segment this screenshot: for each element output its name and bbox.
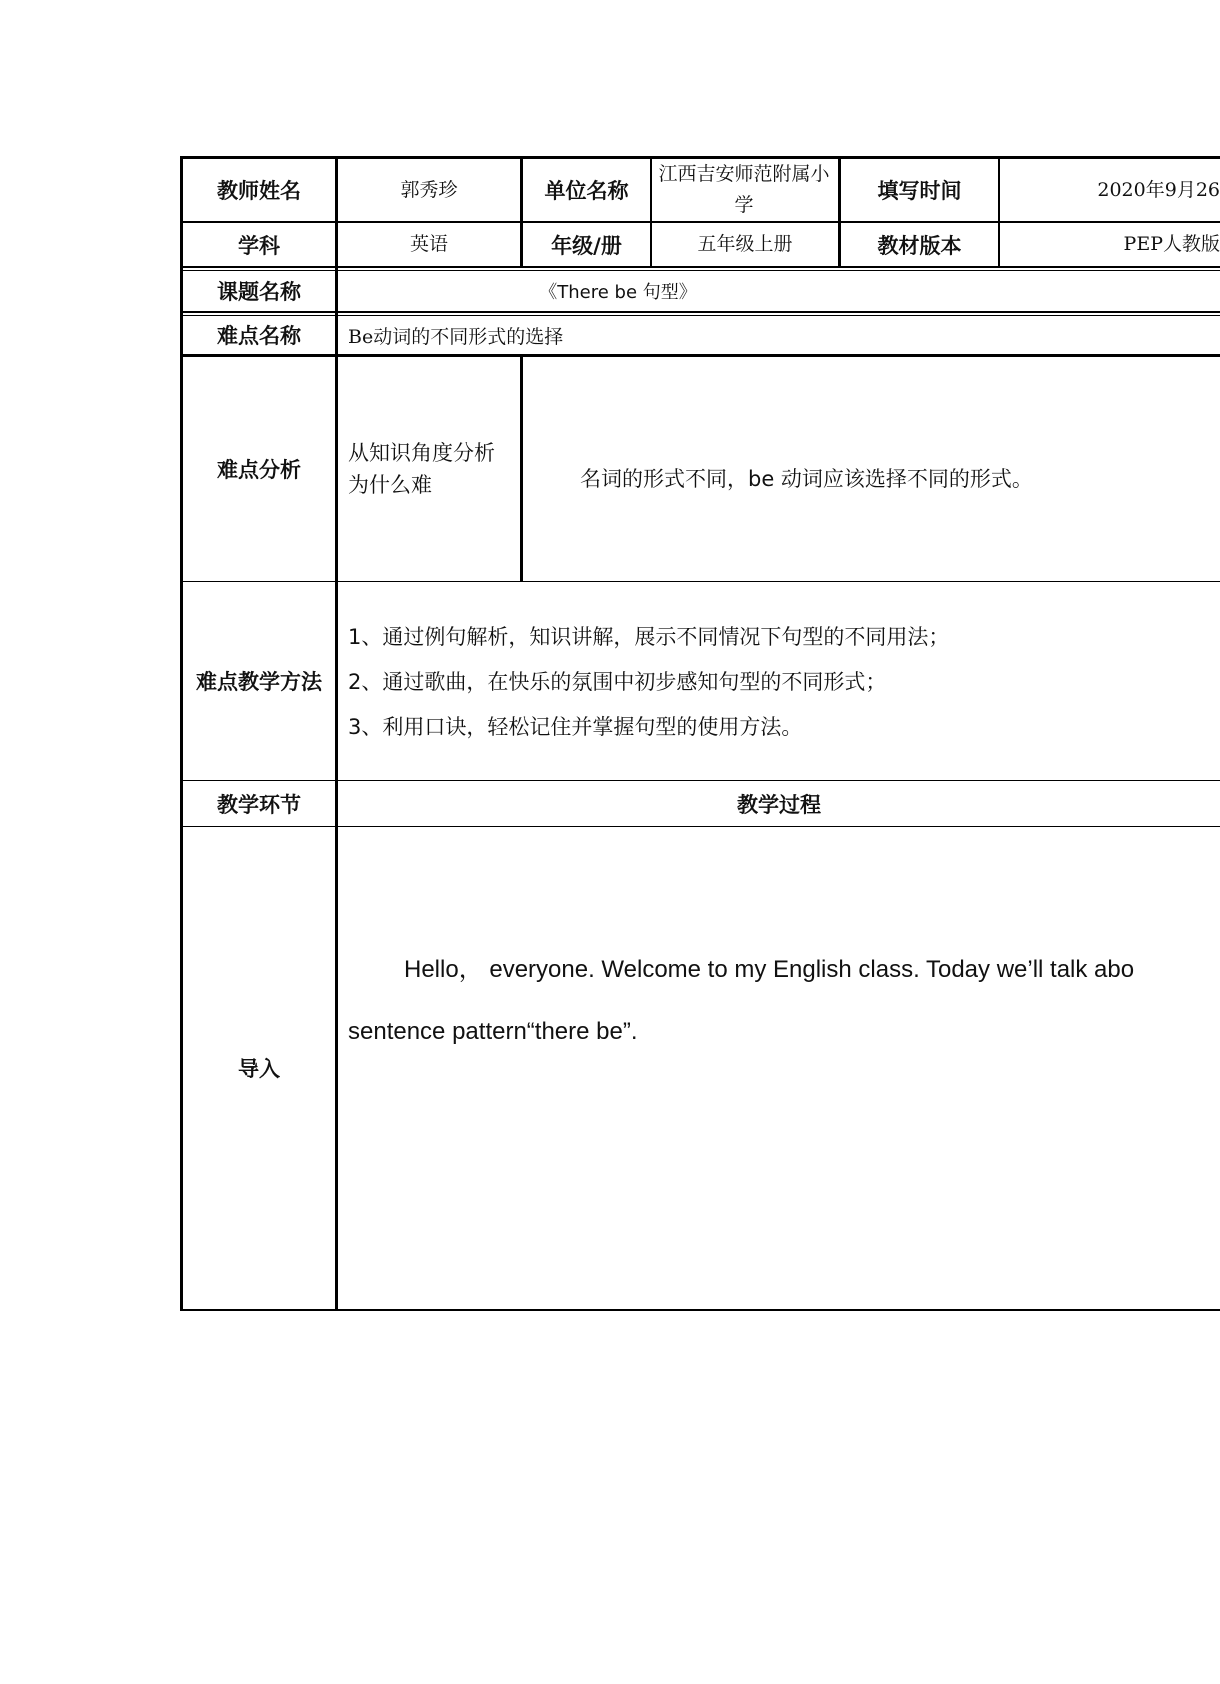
teacher-name-label: 教师姓名 [217,179,301,203]
unit-name-value: 江西吉安师范附属小学 [658,163,830,216]
teacher-name-value: 郭秀珍 [400,178,458,201]
rule-col2-analysis [520,355,523,582]
fill-time-label: 填写时间 [877,179,962,203]
intro-line-1: Hello， everyone. Welcome to my English class. Today we’ll talk abo [404,956,1135,983]
edition-label: 教材版本 [877,233,962,258]
grade-value: 五年级上册 [697,233,793,256]
method-item-3: 3、利用口诀，轻松记住并掌握句型的使用方法。 [348,715,803,739]
methods-label: 难点教学方法 [196,670,322,694]
stage-header: 教学环节 [217,792,301,817]
analysis-content: 名词的形式不同，be 动词应该选择不同的形式。 [580,467,1033,491]
unit-name-label: 单位名称 [544,179,629,203]
process-header: 教学过程 [737,792,821,817]
difficulty-value: Be动词的不同形式的选择 [348,325,564,348]
intro-text [348,939,1220,1069]
topic-label: 课题名称 [217,280,301,304]
subject-label: 学科 [238,233,280,258]
intro-line-2: sentence pattern“there be”. [348,1018,638,1045]
topic-value: 《There be 句型》 [539,282,697,303]
subject-value: 英语 [409,233,448,256]
edition-value: PEP人教版 [1123,233,1220,256]
method-item-1: 1、通过例句解析，知识讲解，展示不同情况下句型的不同用法； [348,625,950,649]
methods-list [348,582,1220,766]
fill-time-value: 2020年9月26 [1097,178,1220,201]
method-item-2: 2、通过歌曲，在快乐的氛围中初步感知句型的不同形式； [348,670,887,694]
intro-label: 导入 [238,1057,280,1081]
analysis-sub-label: 从知识角度分析为什么难 [348,441,495,497]
grade-label: 年级/册 [551,233,622,258]
difficulty-label: 难点名称 [217,324,301,348]
analysis-label: 难点分析 [217,458,301,482]
